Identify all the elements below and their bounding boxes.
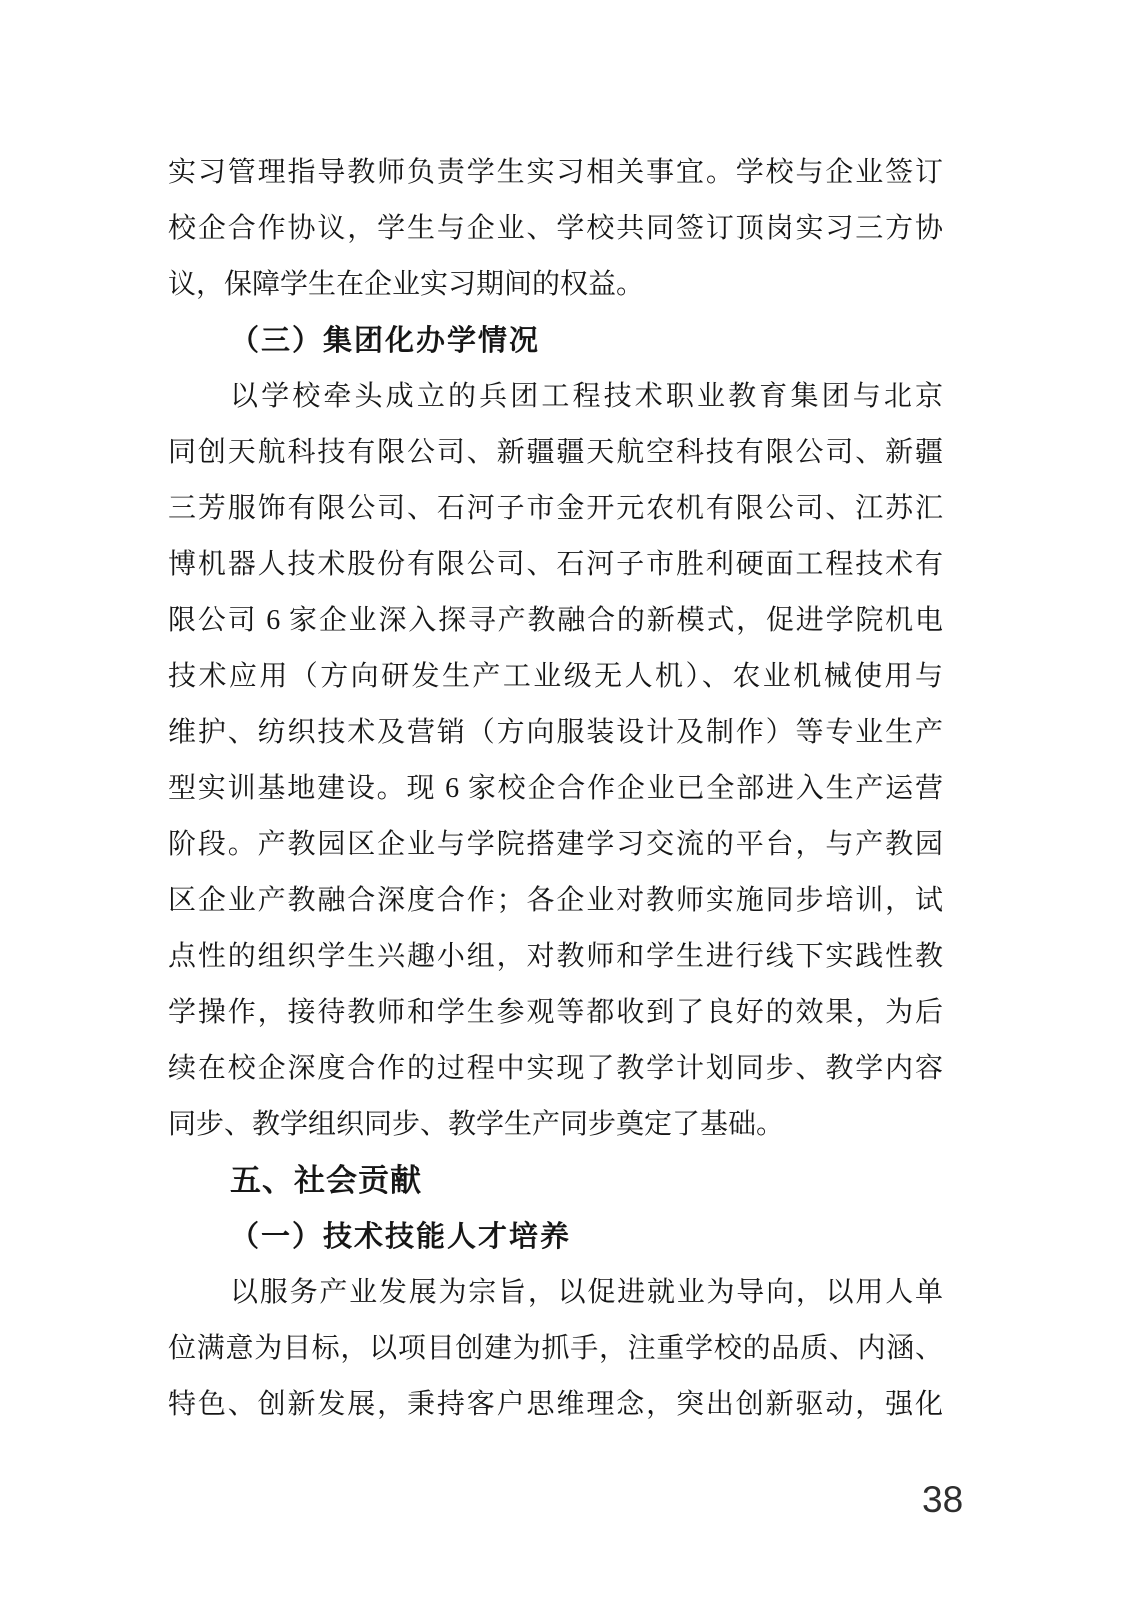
heading-talent-training: （一）技术技能人才培养	[230, 1221, 572, 1253]
paragraph-group-line: 以学校牵头成立的兵团工程技术职业教育集团与北京	[230, 381, 943, 412]
paragraph-internship-line: 议，保障学生在企业实习期间的权益。	[168, 269, 645, 300]
paragraph-talent-line: 以服务产业发展为宗旨，以促进就业为导向，以用人单	[230, 1277, 943, 1308]
paragraph-talent-line: 特色、创新发展，秉持客户思维理念，突出创新驱动，强化	[168, 1389, 943, 1420]
document-body	[168, 145, 943, 1433]
paragraph-group-line: 阶段。产教园区企业与学院搭建学习交流的平台，与产教园	[168, 829, 943, 860]
paragraph-group-line: 维护、纺织技术及营销（方向服装设计及制作）等专业生产	[168, 717, 943, 748]
paragraph-group-line: 限公司 6 家企业深入探寻产教融合的新模式，促进学院机电	[168, 605, 943, 636]
paragraph-talent-line: 位满意为目标，以项目创建为抓手，注重学校的品质、内涵、	[168, 1333, 943, 1364]
heading-group-schooling: （三）集团化办学情况	[230, 325, 541, 357]
paragraph-group-line: 点性的组织学生兴趣小组，对教师和学生进行线下实践性教	[168, 941, 943, 972]
paragraph-group-line: 技术应用（方向研发生产工业级无人机）、农业机械使用与	[168, 661, 943, 692]
paragraph-group-line: 三芳服饰有限公司、石河子市金开元农机有限公司、江苏汇	[168, 493, 943, 524]
paragraph-group-line: 型实训基地建设。现 6 家校企合作企业已全部进入生产运营	[168, 773, 943, 804]
paragraph-group-line: 区企业产教融合深度合作；各企业对教师实施同步培训，试	[168, 885, 943, 916]
paragraph-group-line: 学操作，接待教师和学生参观等都收到了良好的效果，为后	[168, 997, 943, 1028]
paragraph-group-line: 博机器人技术股份有限公司、石河子市胜利硬面工程技术有	[168, 549, 943, 580]
page-number: 38	[922, 1479, 964, 1520]
paragraph-internship-line: 校企合作协议，学生与企业、学校共同签订顶岗实习三方协	[168, 213, 943, 244]
paragraph-group-line: 续在校企深度合作的过程中实现了教学计划同步、教学内容	[168, 1053, 943, 1084]
paragraph-internship-line: 实习管理指导教师负责学生实习相关事宜。学校与企业签订	[168, 157, 943, 188]
paragraph-group-line: 同步、教学组织同步、教学生产同步奠定了基础。	[168, 1109, 785, 1140]
paragraph-group-line: 同创天航科技有限公司、新疆疆天航空科技有限公司、新疆	[168, 437, 943, 468]
heading-social-contribution: 五、社会贡献	[230, 1163, 422, 1198]
